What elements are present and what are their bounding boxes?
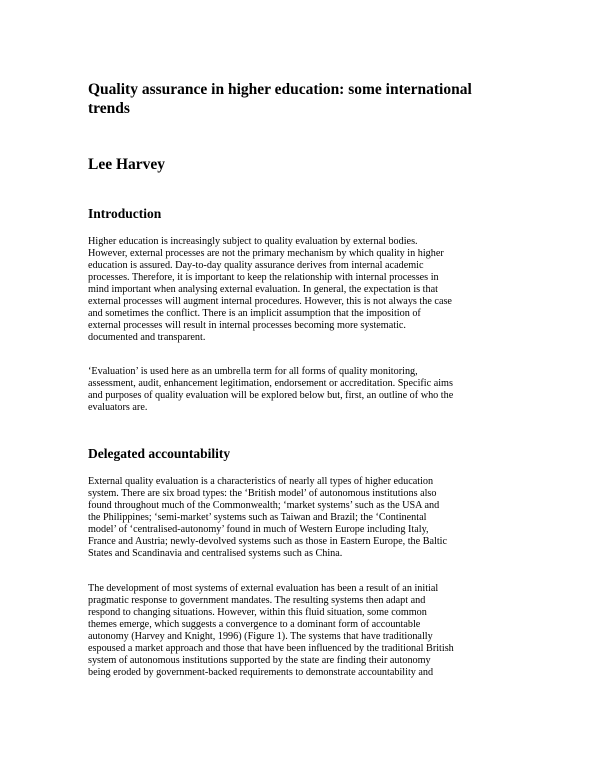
text-line: France and Austria; newly-devolved systems such as those in Eastern Europe, the Baltic — [88, 536, 448, 547]
text-line: and purposes of quality evaluation will be explored below but, first, an outline of who the — [88, 390, 454, 401]
text-line: external processes will result in internal processes becoming more systematic. — [88, 320, 406, 331]
text-line: The development of most systems of external evaluation has been a result of an initial — [88, 583, 439, 594]
author-name: Lee Harvey — [88, 156, 166, 173]
text-line: themes emerge, which suggests a convergence to a dominant form of accountable — [88, 619, 421, 630]
text-line: ‘Evaluation’ is used here as an umbrella term for all forms of quality monitoring, — [88, 366, 418, 377]
paragraph — [88, 476, 518, 560]
text-line: system of autonomous institutions supported by the state are finding their autonomy — [88, 655, 431, 666]
text-line: processes. Therefore, it is important to keep the relationship with internal processes in — [88, 272, 439, 283]
text-line: the Philippines; ‘semi-market’ systems such as Taiwan and Brazil; the ‘Continental — [88, 512, 427, 523]
text-line: being eroded by government-backed requirements to demonstrate accountability and — [88, 667, 434, 678]
text-line: Higher education is increasingly subject to quality evaluation by external bodies. — [88, 236, 418, 247]
text-line: espoused a market approach and those that have been influenced by the traditional British — [88, 643, 454, 654]
text-line: autonomy (Harvey and Knight, 1996) (Figure 1). The systems that have traditionally — [88, 631, 433, 642]
text-line: States and Scandinavia and centralised systems such as China. — [88, 548, 343, 559]
text-line: and sometimes the conflict. There is an implicit assumption that the imposition of — [88, 308, 421, 319]
title-line: Quality assurance in higher education: some international — [88, 81, 472, 98]
section-heading-introduction: Introduction — [88, 206, 162, 221]
text-line: system. There are six broad types: the ‘British model’ of autonomous institutions also — [88, 488, 437, 499]
text-line: found throughout much of the Commonwealth; ‘market systems’ such as the USA and — [88, 500, 440, 511]
text-line: model’ of ‘centralised-autonomy’ found in much of Western Europe including Italy, — [88, 524, 429, 535]
paragraph — [88, 236, 518, 344]
text-line: pragmatic response to government mandates. The resulting systems then adapt and — [88, 595, 426, 606]
text-line: External quality evaluation is a characteristics of nearly all types of higher education — [88, 476, 434, 487]
document-title — [88, 80, 508, 118]
section-heading-delegated-accountability: Delegated accountability — [88, 446, 231, 461]
text-line: mind important when analysing external evaluation. In general, the expectation is that — [88, 284, 438, 295]
paragraph — [88, 366, 518, 414]
text-line: external processes will augment internal procedures. However, this is not always the case — [88, 296, 452, 307]
paragraph — [88, 583, 518, 679]
text-line: documented and transparent. — [88, 332, 206, 343]
text-line: evaluators are. — [88, 402, 148, 413]
text-line: education is assured. Day-to-day quality assurance derives from internal academic — [88, 260, 424, 271]
title-line: trends — [88, 100, 130, 117]
text-line: respond to changing situations. However, within this fluid situation, some common — [88, 607, 427, 618]
text-line: However, external processes are not the primary mechanism by which quality in higher — [88, 248, 444, 259]
text-line: assessment, audit, enhancement legitimation, endorsement or accreditation. Specific aims — [88, 378, 453, 389]
